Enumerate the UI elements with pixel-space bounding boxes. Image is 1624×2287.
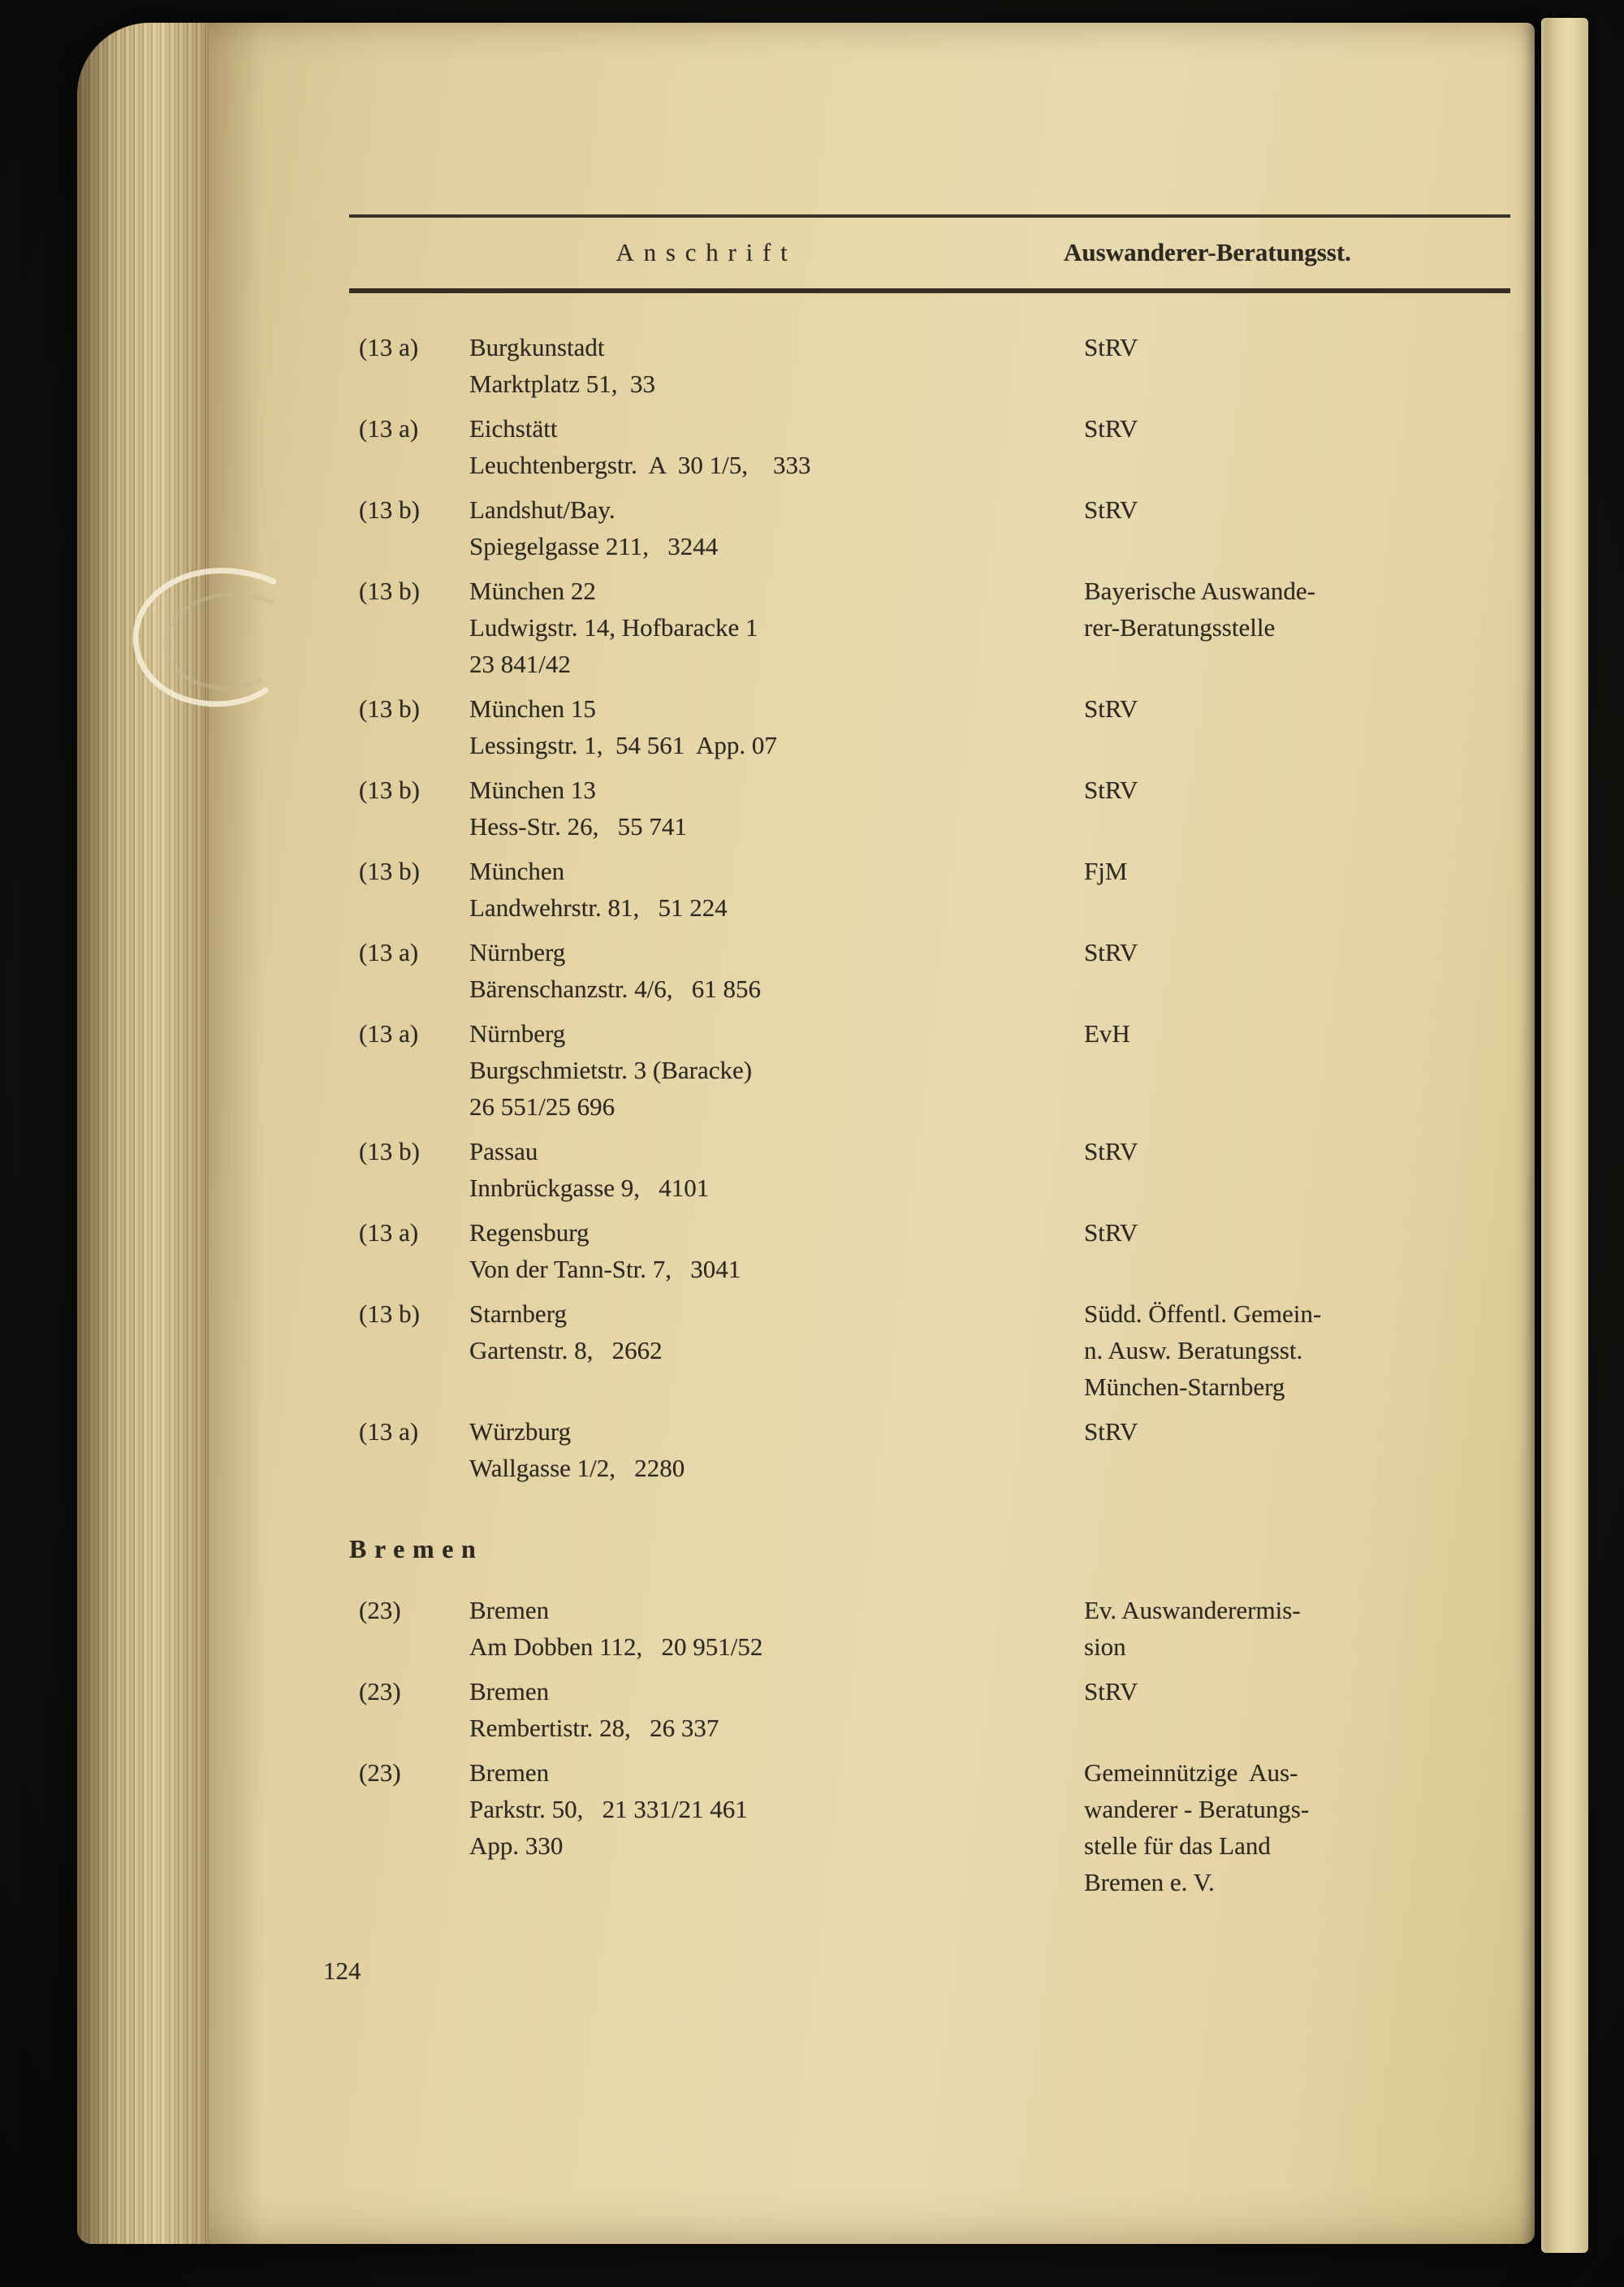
- entry-address-block: [349, 690, 1084, 763]
- entry-region-code: (13 b): [359, 857, 420, 885]
- entry-address-lines: [469, 690, 1084, 763]
- entry-region-code: (13 b): [359, 694, 420, 723]
- entry-address-lines: [469, 1592, 1084, 1665]
- directory-entry: [349, 772, 1510, 845]
- entry-office-block: [1084, 329, 1510, 402]
- entry-address-line: App. 330: [469, 1831, 564, 1860]
- entry-address-lines: [469, 1015, 1084, 1125]
- entry-address-block: [349, 772, 1084, 845]
- directory-entry: [349, 1295, 1510, 1405]
- entry-office-line: sion: [1084, 1632, 1126, 1661]
- entry-address-lines: [469, 1673, 1084, 1746]
- entry-office-line: rer-Beratungsstelle: [1084, 613, 1276, 642]
- entry-address-line: Spiegelgasse 211, 3244: [469, 532, 719, 560]
- entry-city: Würzburg: [469, 1417, 572, 1446]
- entry-office-block: [1084, 1413, 1510, 1486]
- entry-address-block: [349, 1295, 1084, 1405]
- page-number: 124: [323, 1956, 361, 1985]
- entry-region-code: (23): [359, 1677, 401, 1706]
- entry-address-block: [349, 491, 1084, 564]
- directory-entry: [349, 491, 1510, 564]
- entry-region-code: (13 b): [359, 776, 420, 804]
- entry-city: Bremen: [469, 1758, 550, 1787]
- entry-office-block: [1084, 853, 1510, 926]
- entry-office-block: [1084, 1015, 1510, 1125]
- entry-address-lines: [469, 772, 1084, 845]
- directory-entry: [349, 1673, 1510, 1746]
- entry-office-line: StRV: [1084, 1417, 1138, 1446]
- entry-address-block: [349, 934, 1084, 1007]
- entry-address-lines: [469, 853, 1084, 926]
- header-row: [349, 218, 1510, 288]
- page-curve-shadow: [207, 23, 264, 2244]
- page-clip: [95, 549, 314, 768]
- entry-city: Nürnberg: [469, 1019, 566, 1048]
- entry-office-line: StRV: [1084, 1218, 1138, 1247]
- entry-city: Landshut/Bay.: [469, 495, 615, 524]
- directory-entry: [349, 1413, 1510, 1486]
- entry-address-block: [349, 1413, 1084, 1486]
- entry-region-code: (13 a): [359, 1417, 419, 1446]
- entry-city: Nürnberg: [469, 938, 566, 966]
- entry-city: Starnberg: [469, 1299, 567, 1328]
- entry-office-line: StRV: [1084, 495, 1138, 524]
- entry-office-line: Ev. Auswanderermis-: [1084, 1596, 1301, 1624]
- entry-office-line: StRV: [1084, 333, 1138, 361]
- entry-office-block: [1084, 1295, 1510, 1405]
- entry-region-code: (13 a): [359, 1019, 419, 1048]
- entry-address-lines: [469, 573, 1084, 682]
- entry-address-block: [349, 1592, 1084, 1665]
- entry-office-line: stelle für das Land: [1084, 1831, 1271, 1860]
- entry-address-lines: [469, 1413, 1084, 1486]
- entry-office-line: EvH: [1084, 1019, 1130, 1048]
- entry-office-line: StRV: [1084, 1677, 1138, 1706]
- directory-entry: [349, 329, 1510, 402]
- header-rule-bottom: [349, 288, 1510, 293]
- entry-address-line: Am Dobben 112, 20 951/52: [469, 1632, 763, 1661]
- section-heading: Bremen: [349, 1534, 484, 1563]
- entry-region-code: (13 a): [359, 333, 419, 361]
- directory-entries: [349, 329, 1510, 1900]
- directory-entry: [349, 934, 1510, 1007]
- entry-office-block: [1084, 1214, 1510, 1287]
- page-content: [323, 214, 1510, 1989]
- entry-office-line: StRV: [1084, 694, 1138, 723]
- entry-city: Burgkunstadt: [469, 333, 605, 361]
- entry-office-block: [1084, 1592, 1510, 1665]
- entry-office-block: [1084, 1133, 1510, 1206]
- entry-region-code: (13 a): [359, 414, 419, 443]
- directory-entry: [349, 1015, 1510, 1125]
- entry-address-line: Innbrückgasse 9, 4101: [469, 1174, 710, 1202]
- page-edge-stack: [77, 23, 209, 2244]
- entry-office-line: StRV: [1084, 414, 1138, 443]
- entry-office-block: [1084, 410, 1510, 483]
- table-header: [349, 214, 1510, 293]
- directory-entry: [349, 1133, 1510, 1206]
- next-page-edge: [1541, 18, 1588, 2253]
- column-header-beratungsstelle: Auswanderer-Beratungsst.: [1064, 238, 1351, 266]
- entry-city: München 22: [469, 577, 596, 605]
- entry-address-line: Wallgasse 1/2, 2280: [469, 1454, 685, 1482]
- entry-office-line: n. Ausw. Beratungsst.: [1084, 1336, 1303, 1364]
- directory-entry: [349, 1592, 1510, 1665]
- directory-entry: [349, 410, 1510, 483]
- directory-entry: [349, 690, 1510, 763]
- entry-office-line: Südd. Öffentl. Gemein-: [1084, 1299, 1322, 1328]
- entry-address-line: 23 841/42: [469, 650, 571, 678]
- entry-office-block: [1084, 1754, 1510, 1900]
- entry-address-block: [349, 573, 1084, 682]
- entry-office-block: [1084, 491, 1510, 564]
- entry-region-code: (23): [359, 1758, 401, 1787]
- entry-region-code: (13 b): [359, 1137, 420, 1165]
- column-header-anschrift: Anschrift: [615, 238, 797, 266]
- entry-office-line: FjM: [1084, 857, 1128, 885]
- entry-office-line: München-Starnberg: [1084, 1373, 1285, 1401]
- entry-address-block: [349, 1754, 1084, 1900]
- entry-region-code: (13 a): [359, 938, 419, 966]
- entry-address-block: [349, 1133, 1084, 1206]
- entry-city: Passau: [469, 1137, 538, 1165]
- entry-city: München 13: [469, 776, 596, 804]
- directory-entry: [349, 1214, 1510, 1287]
- entry-office-block: [1084, 573, 1510, 682]
- entry-address-line: Leuchtenbergstr. A 30 1/5, 333: [469, 451, 811, 479]
- entry-office-line: StRV: [1084, 938, 1138, 966]
- entry-address-line: Gartenstr. 8, 2662: [469, 1336, 663, 1364]
- entry-address-line: Landwehrstr. 81, 51 224: [469, 893, 728, 922]
- entry-office-line: Bayerische Auswande-: [1084, 577, 1315, 605]
- entry-address-line: Lessingstr. 1, 54 561 App. 07: [469, 731, 777, 759]
- entry-office-block: [1084, 690, 1510, 763]
- entry-office-block: [1084, 1673, 1510, 1746]
- entry-address-lines: [469, 329, 1084, 402]
- entry-region-code: (23): [359, 1596, 401, 1624]
- entry-region-code: (13 a): [359, 1218, 419, 1247]
- entry-address-line: Burgschmietstr. 3 (Baracke): [469, 1056, 753, 1084]
- entry-address-lines: [469, 1295, 1084, 1405]
- entry-address-lines: [469, 1133, 1084, 1206]
- entry-region-code: (13 b): [359, 577, 420, 605]
- entry-office-line: StRV: [1084, 776, 1138, 804]
- entry-address-lines: [469, 1214, 1084, 1287]
- entry-address-line: Von der Tann-Str. 7, 3041: [469, 1255, 741, 1283]
- entry-address-line: Marktplatz 51, 33: [469, 370, 656, 398]
- entry-address-line: Bärenschanzstr. 4/6, 61 856: [469, 975, 762, 1003]
- entry-city: München 15: [469, 694, 596, 723]
- entry-city: Bremen: [469, 1596, 550, 1624]
- entry-address-block: [349, 1214, 1084, 1287]
- entry-city: Eichstätt: [469, 414, 558, 443]
- book-page: [77, 23, 1535, 2244]
- entry-address-line: Hess-Str. 26, 55 741: [469, 812, 687, 841]
- directory-entry: [349, 573, 1510, 682]
- entry-region-code: (13 b): [359, 495, 420, 524]
- entry-office-line: StRV: [1084, 1137, 1138, 1165]
- entry-address-line: Ludwigstr. 14, Hofbaracke 1: [469, 613, 758, 642]
- entry-city: München: [469, 857, 565, 885]
- entry-office-line: Bremen e. V.: [1084, 1868, 1215, 1896]
- entry-address-block: [349, 853, 1084, 926]
- entry-office-block: [1084, 934, 1510, 1007]
- directory-entry: [349, 1754, 1510, 1900]
- entry-address-block: [349, 410, 1084, 483]
- entry-office-line: Gemeinnützige Aus-: [1084, 1758, 1298, 1787]
- entry-address-lines: [469, 934, 1084, 1007]
- entry-address-line: Rembertistr. 28, 26 337: [469, 1714, 719, 1742]
- entry-address-lines: [469, 491, 1084, 564]
- entry-address-block: [349, 1673, 1084, 1746]
- entry-office-line: wanderer - Beratungs-: [1084, 1795, 1310, 1823]
- entry-city: Bremen: [469, 1677, 550, 1706]
- entry-address-block: [349, 1015, 1084, 1125]
- directory-entry: [349, 853, 1510, 926]
- entry-address-line: 26 551/25 696: [469, 1092, 615, 1121]
- entry-city: Regensburg: [469, 1218, 590, 1247]
- entry-address-lines: [469, 410, 1084, 483]
- entry-region-code: (13 b): [359, 1299, 420, 1328]
- entry-address-block: [349, 329, 1084, 402]
- entry-office-block: [1084, 772, 1510, 845]
- entry-address-lines: [469, 1754, 1084, 1900]
- entry-address-line: Parkstr. 50, 21 331/21 461: [469, 1795, 748, 1823]
